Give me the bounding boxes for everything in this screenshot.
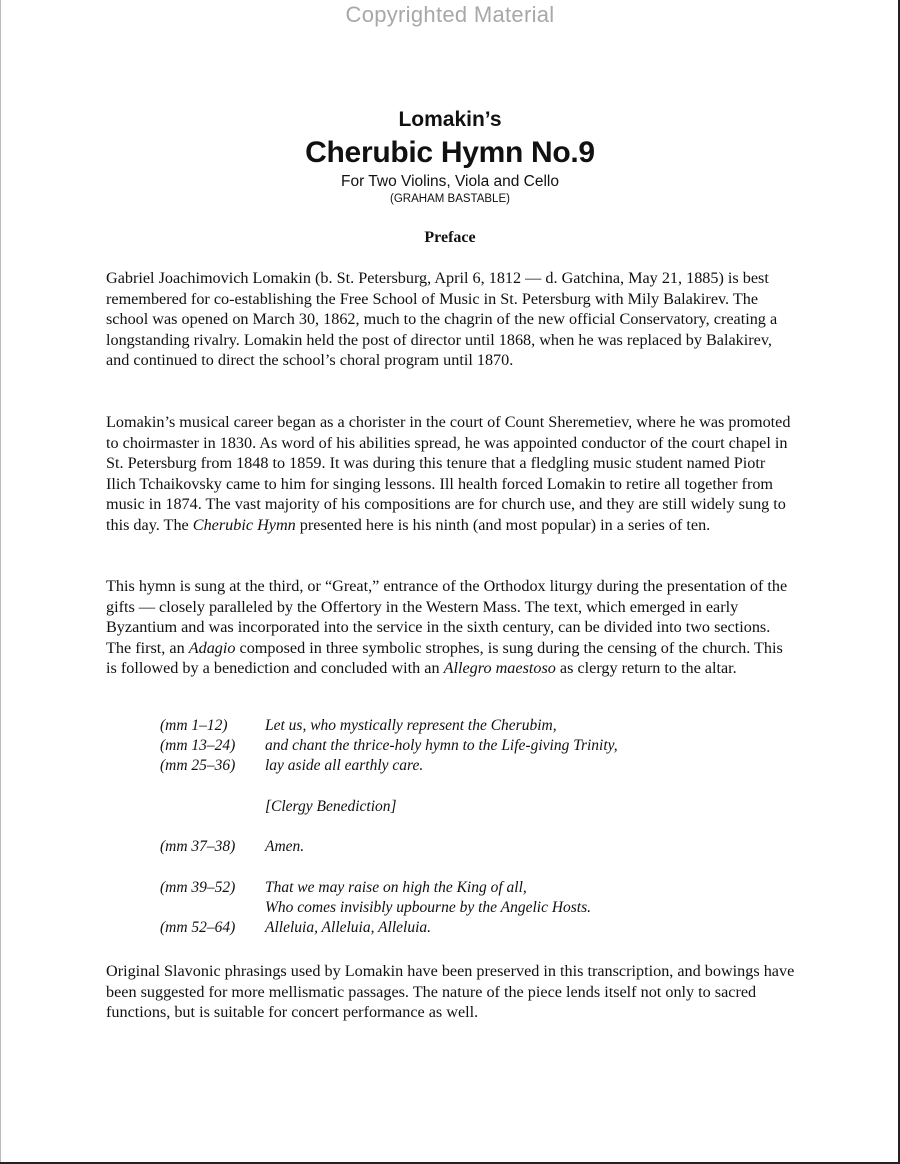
lyric-line: That we may raise on high the King of all, bbox=[265, 878, 527, 896]
hymn-text-table bbox=[160, 716, 800, 938]
measure-range: (mm 37–38) bbox=[160, 838, 236, 856]
text-run: presented here is his ninth (and most popular) in a series of ten. bbox=[295, 515, 711, 534]
spacer bbox=[160, 857, 800, 877]
paragraph-text: Original Slavonic phrasings used by Lomakin have been preserved in this transcription, and bowings have been suggested for more mellismatic passages. The nature of the piece lends itself not only to sacred functions, but is suitable for concert performance as well. bbox=[106, 962, 795, 1021]
paragraph-liturgy bbox=[106, 576, 796, 679]
spacer bbox=[160, 777, 800, 797]
measure-range: (mm 25–36) bbox=[160, 757, 236, 775]
lyric-line: lay aside all earthly care. bbox=[265, 757, 424, 775]
italic-title: Cherubic Hymn bbox=[192, 515, 296, 534]
paragraph-text: Gabriel Joachimovich Lomakin (b. St. Petersburg, April 6, 1812 — d. Gatchina, May 21, 1885) is best remembered for co-establishing the Free School of Music in St. Petersburg with Mily Balakirev. The school was opened on March 30, 1862, much to the chagrin of the new official Conservatory, creating a longstanding rivalry. Lomakin held the post of director until 1868, when he was replaced by Balakirev, and continued to direct the school’s choral program until 1870. bbox=[106, 269, 778, 369]
text-run: composed in three symbolic strophes, is sung during the censing of the church. This is followed by a benediction and concluded with an bbox=[106, 638, 783, 677]
italic-tempo: Adagio bbox=[188, 638, 236, 657]
lyric-row bbox=[160, 716, 800, 736]
lyric-row bbox=[160, 878, 800, 898]
lyric-row bbox=[160, 797, 800, 817]
arranger-credit: (GRAHAM BASTABLE) bbox=[390, 193, 510, 205]
paragraph-text bbox=[106, 576, 796, 679]
spacer bbox=[160, 817, 800, 837]
lyric-row bbox=[160, 837, 800, 857]
composer-heading: Lomakin’s bbox=[398, 108, 502, 131]
title-block bbox=[0, 106, 900, 207]
lyric-row bbox=[160, 736, 800, 756]
section-heading-preface: Preface bbox=[424, 229, 476, 246]
paragraph-performance bbox=[106, 961, 796, 1023]
text-run: This hymn is sung at the third, or “Great,” entrance of the Orthodox liturgy during the presentation of the gifts — closely paralleled by the Offertory in the Western Mass. The text, which emerged in early Byzantium and was incorporated into the service in the sixth century, can be divided into two sections. The first, an bbox=[106, 577, 788, 657]
lyric-line: Who comes invisibly upbourne by the Angelic Hosts. bbox=[265, 898, 592, 916]
piece-title: Cherubic Hymn No.9 bbox=[305, 136, 595, 169]
text-run: as clergy return to the altar. bbox=[555, 659, 737, 677]
paragraph-career bbox=[106, 412, 796, 535]
lyric-row bbox=[160, 918, 800, 938]
lyric-line: Alleluia, Alleluia, Alleluia. bbox=[265, 918, 432, 936]
measure-range bbox=[160, 898, 265, 918]
measure-range: (mm 13–24) bbox=[160, 737, 236, 755]
copyright-watermark: Copyrighted Material bbox=[345, 2, 555, 27]
italic-tempo: Allegro maestoso bbox=[443, 659, 556, 677]
lyric-line: and chant the thrice-holy hymn to the Life-giving Trinity, bbox=[265, 737, 618, 755]
measure-range bbox=[160, 797, 265, 817]
measure-range: (mm 39–52) bbox=[160, 878, 236, 896]
lyric-line: Amen. bbox=[265, 838, 305, 856]
lyric-row bbox=[160, 898, 800, 918]
paragraph-text bbox=[106, 412, 796, 535]
measure-range: (mm 1–12) bbox=[160, 717, 228, 734]
paragraph-biography bbox=[106, 268, 796, 371]
measure-range: (mm 52–64) bbox=[160, 918, 236, 936]
lyric-row bbox=[160, 756, 800, 776]
lyric-line: Let us, who mystically represent the Cherubim, bbox=[265, 717, 557, 734]
lyric-line: [Clergy Benediction] bbox=[265, 797, 397, 815]
text-run: Lomakin’s musical career began as a chorister in the court of Count Sheremetiev, where he was promoted to choirmaster in 1830. As word of his abilities spread, he was appointed conductor of the court chapel in St. Petersburg from 1848 to 1859. It was during this tenure that a fledgling music student named Piotr Ilich Tchaikovsky came to him for singing lessons. Ill health forced Lomakin to retire all together from music in 1874. The vast majority of his compositions are for church use, and they are still widely sung to this day. The bbox=[106, 413, 791, 534]
instrumentation: For Two Violins, Viola and Cello bbox=[341, 173, 559, 190]
